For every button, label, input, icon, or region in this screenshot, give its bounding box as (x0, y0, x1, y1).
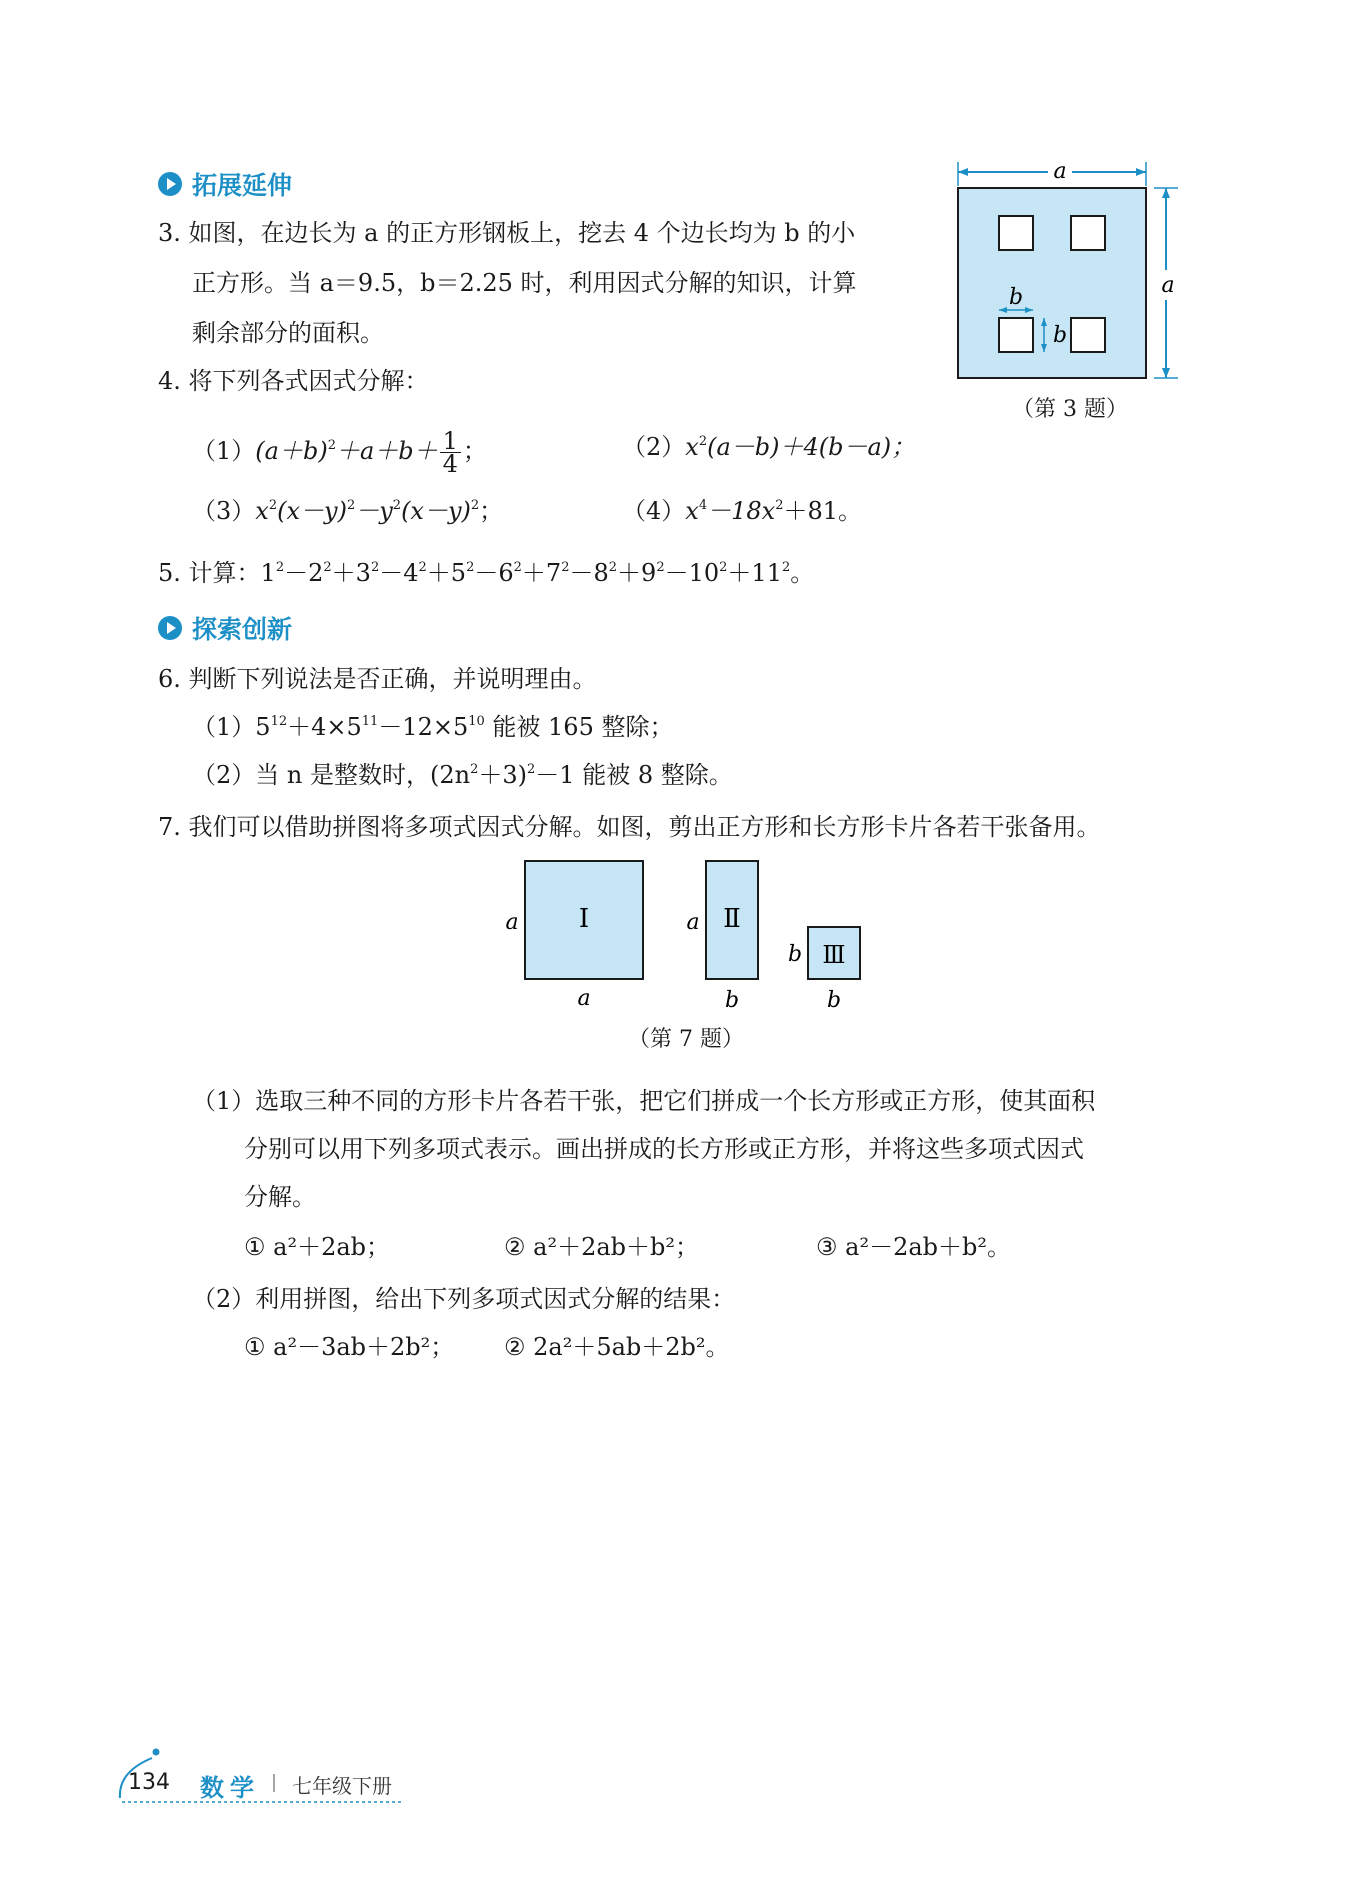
page-number: 134 (128, 1770, 170, 1795)
card-3-label: Ⅲ (822, 941, 846, 969)
q7-part1-item2: ② a²＋2ab＋b²； (504, 1233, 699, 1261)
q4-part2: $(2)x^2(a-b)+4(b-a)$； (622, 433, 916, 461)
q7-part1-item1: ① a²＋2ab； (244, 1233, 391, 1261)
fig3-label-top: a (1053, 159, 1067, 184)
q4-part3: $(3)x^2(x-y)^2-y^2(x-y)^2$； (192, 497, 504, 525)
card-1-bottom-label: a (577, 986, 591, 1011)
card-3-side-label: b (787, 942, 803, 967)
section-heading-explore (158, 610, 292, 646)
q7-stem: 7. 我们可以借助拼图将多项式因式分解。如图，剪出正方形和长方形卡片各若干张备用。 (158, 813, 1101, 841)
fig3-caption: （第 3 题） (1012, 397, 1128, 422)
q5-expression: 5. 计算：$1^2-2^2+3^2-4^2+5^2-6^2+7^2-8^2+9^2-10^2+11^2$。 (158, 559, 815, 587)
q4-part4: $(4)x^4-18x^2+81$。 (622, 497, 863, 525)
q6-stem: 6. 判断下列说法是否正确，并说明理由。 (158, 665, 597, 693)
q4-stem: 4. 将下列各式因式分解： (158, 367, 429, 395)
q7-part2-item2: ② 2a²＋5ab＋2b²。 (504, 1333, 730, 1361)
play-icon (158, 172, 182, 196)
svg-text:b: b (1008, 285, 1024, 310)
q3-line1: 3. 如图，在边长为 a 的正方形钢板上，挖去 4 个边长均为 b 的小 (158, 219, 856, 247)
section-title: 拓展延伸 (192, 171, 293, 200)
card-2-label: Ⅱ (723, 904, 741, 934)
q7-part1-line3: 分解。 (244, 1183, 316, 1211)
q7-part1-line2: 分别可以用下列多项式表示。画出拼成的长方形或正方形，并将这些多项式因式 (244, 1135, 1084, 1163)
fraction-one-quarter: $\frac{1}{4}$ (440, 430, 461, 475)
card-1-label: Ⅰ (578, 904, 590, 934)
footer-grade: 七年级下册 (292, 1774, 392, 1798)
q3-line3: 剩余部分的面积。 (192, 319, 384, 347)
section-title: 探索创新 (192, 615, 293, 644)
card-2-side-label: a (686, 910, 700, 935)
card-2-bottom-label: b (724, 988, 740, 1013)
card-1-side-label: a (505, 910, 519, 935)
footer-book-title: 数学 (200, 1774, 260, 1802)
fig3-label-right: a (1161, 273, 1175, 298)
q6-part1: $(1)5^{12}+4\times 5^{11}-12\times 5^{10}$ 能被 165 整除； (192, 713, 674, 741)
q3-line2: 正方形。当 a＝9.5，b＝2.25 时，利用因式分解的知识，计算 (192, 269, 857, 297)
q4-part1: $(1)(a+b)^2+a+b+$ $\frac{1}{4}$ ； (192, 427, 487, 478)
q7-part1-line1: （1）选取三种不同的方形卡片各若干张，把它们拼成一个长方形或正方形，使其面积 (192, 1087, 1096, 1115)
section-heading-extend (158, 166, 292, 202)
q6-part2: （2）当 n 是整数时，$(2n^2+3)^2-1$ 能被 8 整除。 (192, 761, 733, 789)
figure-7-cards (500, 855, 880, 1015)
svg-text:b: b (1052, 323, 1068, 348)
q7-part1-item3: ③ a²－2ab＋b²。 (816, 1233, 1011, 1261)
card-3-bottom-label: b (826, 988, 842, 1013)
figure-3-steel-plate (952, 158, 1182, 398)
play-icon (158, 616, 182, 640)
q7-part2-item1: ① a²－3ab＋2b²； (244, 1333, 455, 1361)
fig7-caption: （第 7 题） (628, 1027, 744, 1052)
q7-part2-line1: （2）利用拼图，给出下列多项式因式分解的结果： (192, 1285, 736, 1313)
